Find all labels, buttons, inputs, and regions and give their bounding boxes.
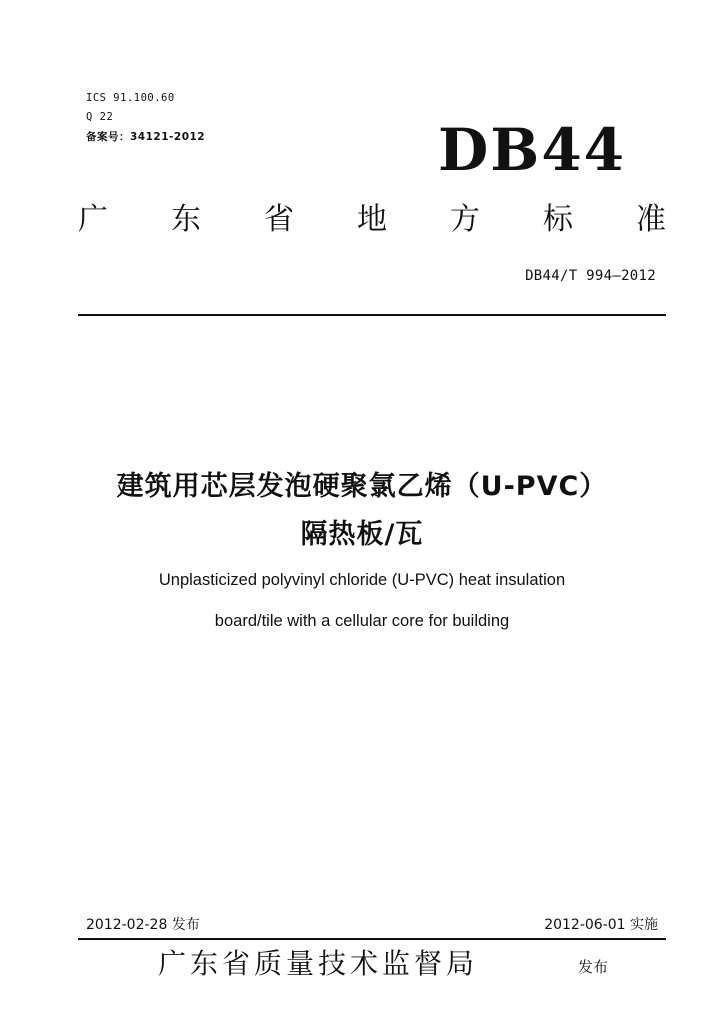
db44-logo: DB44 — [438, 116, 627, 184]
ccs-code: Q 22 — [86, 111, 114, 123]
top-divider — [78, 314, 666, 316]
release-date: 2012-02-28 发布 — [86, 917, 200, 933]
standard-number: DB44/T 994—2012 — [525, 268, 656, 284]
standard-type-char: 准 — [636, 202, 666, 237]
implement-date: 2012-06-01 实施 — [544, 917, 658, 933]
standard-type-char: 方 — [450, 202, 480, 237]
en-title-line2: board/tile with a cellular core for building — [214, 612, 510, 630]
record-number: 备案号：34121-2012 — [86, 131, 206, 143]
standard-type-char: 东 — [171, 202, 201, 237]
ics-code: ICS 91.100.60 — [86, 92, 175, 104]
cn-title-line2: 隔热板/瓦 — [300, 519, 424, 550]
issue-label: 发布 — [578, 958, 609, 976]
standard-type-char: 省 — [264, 202, 294, 237]
issuer-name: 广东省质量技术监督局 — [158, 947, 479, 980]
standard-type-char: 标 — [543, 202, 573, 237]
en-title-line1: Unplasticized polyvinyl chloride (U-PVC) heat insulation — [158, 571, 566, 589]
standard-type-title — [78, 198, 666, 242]
standard-type-char: 广 — [78, 202, 108, 237]
cn-title-line1: 建筑用芯层发泡硬聚氯乙烯（U-PVC） — [116, 471, 608, 502]
bottom-divider — [78, 938, 666, 940]
standard-type-char: 地 — [357, 202, 387, 237]
